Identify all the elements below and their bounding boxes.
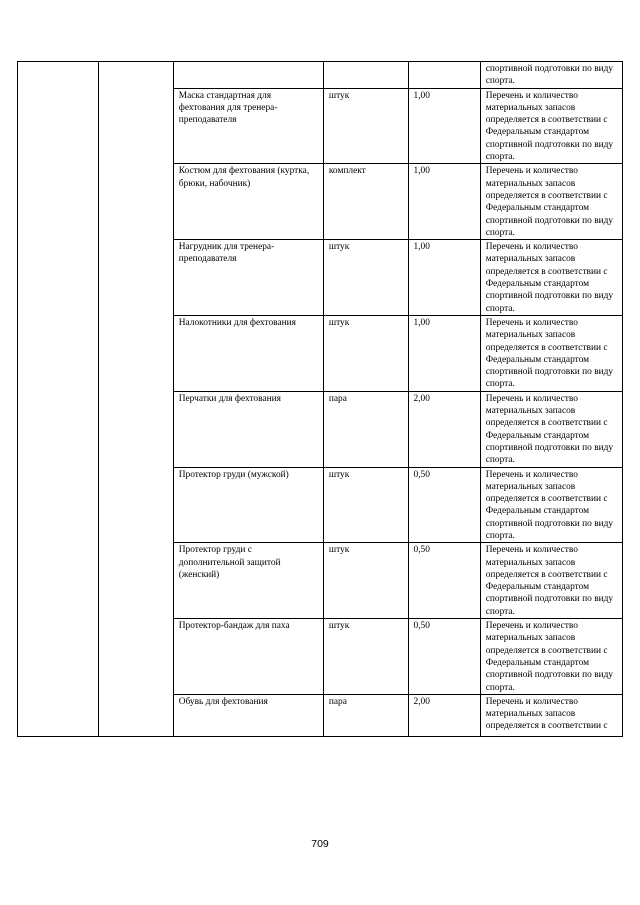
cell-unit: пара <box>323 391 408 467</box>
cell-name <box>173 62 323 89</box>
cell-qty: 0,50 <box>408 619 480 695</box>
cell-unit: штук <box>323 88 408 164</box>
cell-qty <box>408 62 480 89</box>
cell-note: Перечень и количество материальных запасов определяется в соответствии с Федеральным стандартом спортивной подготовки по виду спорта. <box>480 467 622 543</box>
cell-name: Нагрудник для тренера-преподавателя <box>173 240 323 316</box>
table-row-continuation <box>18 62 623 89</box>
merged-cell-col1 <box>18 62 99 737</box>
cell-note: Перечень и количество материальных запасов определяется в соответствии с Федеральным стандартом спортивной подготовки по виду спорта. <box>480 315 622 391</box>
cell-unit: штук <box>323 315 408 391</box>
cell-qty: 1,00 <box>408 240 480 316</box>
cell-name: Костюм для фехтования (куртка, брюки, набочник) <box>173 164 323 240</box>
cell-name: Обувь для фехтования <box>173 694 323 736</box>
cell-name: Протектор груди с дополнительной защитой (женский) <box>173 543 323 619</box>
cell-qty: 2,00 <box>408 694 480 736</box>
cell-qty: 1,00 <box>408 88 480 164</box>
cell-note: Перечень и количество материальных запасов определяется в соответствии с Федеральным стандартом спортивной подготовки по виду спорта. <box>480 391 622 467</box>
cell-unit: штук <box>323 619 408 695</box>
cell-name: Протектор-бандаж для паха <box>173 619 323 695</box>
cell-unit: штук <box>323 240 408 316</box>
cell-note: Перечень и количество материальных запасов определяется в соответствии с Федеральным стандартом спортивной подготовки по виду спорта. <box>480 619 622 695</box>
cell-qty: 1,00 <box>408 315 480 391</box>
equipment-table <box>17 61 623 737</box>
cell-qty: 0,50 <box>408 467 480 543</box>
cell-qty: 1,00 <box>408 164 480 240</box>
cell-unit: штук <box>323 467 408 543</box>
cell-note: спортивной подготовки по виду спорта. <box>480 62 622 89</box>
cell-unit: штук <box>323 543 408 619</box>
cell-unit: комплект <box>323 164 408 240</box>
cell-qty: 0,50 <box>408 543 480 619</box>
cell-name: Маска стандартная для фехтования для тренера-преподавателя <box>173 88 323 164</box>
cell-name: Перчатки для фехтования <box>173 391 323 467</box>
cell-note: Перечень и количество материальных запасов определяется в соответствии с Федеральным стандартом спортивной подготовки по виду спорта. <box>480 88 622 164</box>
cell-note: Перечень и количество материальных запасов определяется в соответствии с Федеральным стандартом спортивной подготовки по виду спорта. <box>480 240 622 316</box>
cell-name: Протектор груди (мужской) <box>173 467 323 543</box>
cell-note: Перечень и количество материальных запасов определяется в соответствии с <box>480 694 622 736</box>
cell-unit <box>323 62 408 89</box>
page-number: 709 <box>311 838 329 850</box>
cell-name: Налокотники для фехтования <box>173 315 323 391</box>
cell-unit: пара <box>323 694 408 736</box>
cell-qty: 2,00 <box>408 391 480 467</box>
merged-cell-col2 <box>99 62 173 737</box>
cell-note: Перечень и количество материальных запасов определяется в соответствии с Федеральным стандартом спортивной подготовки по виду спорта. <box>480 543 622 619</box>
cell-note: Перечень и количество материальных запасов определяется в соответствии с Федеральным стандартом спортивной подготовки по виду спорта. <box>480 164 622 240</box>
